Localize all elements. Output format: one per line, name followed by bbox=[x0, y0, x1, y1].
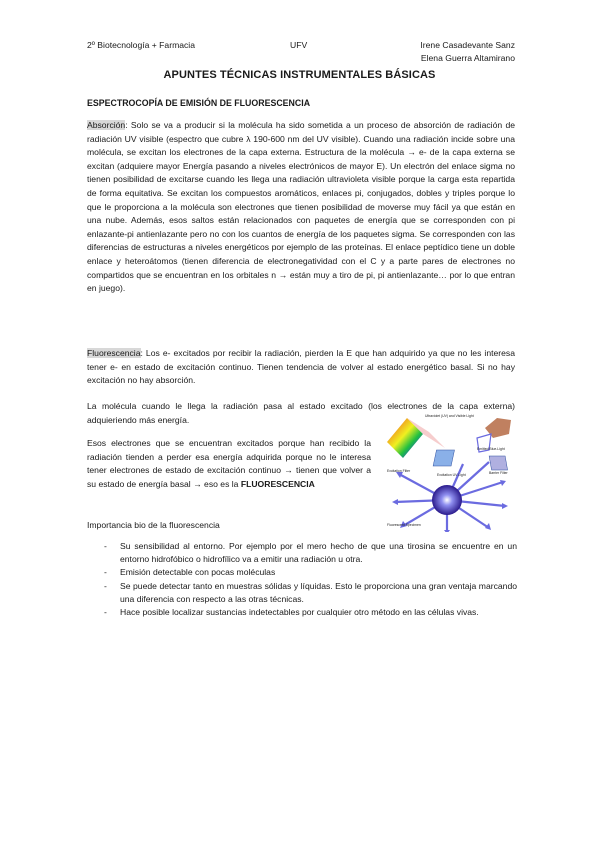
header-author-2: Elena Guerra Altamirano bbox=[420, 53, 515, 63]
light-source-prism bbox=[387, 418, 423, 458]
barrier-filter bbox=[489, 456, 507, 470]
figure-label-excitation-filter: Excitation Filter bbox=[387, 469, 411, 473]
excitation-filter bbox=[433, 450, 454, 466]
absorcion-text: : Solo se va a producir si la molécula ha sido sometida a un proceso de absorción de radiación de radiación UV visible (espectro que cubre λ 190-600 nm del UV visible). Cuando una radiación incide sobre una molécula, se excitan los electrones de la capa externa. Estructura de la molécula → e- de la capa externa se excitan (adquiere mayor Energía pasando a niveles electrónicos de mayor E). Un electrón del enlace sigma no tienen posibilidad de excitarse cuando les llega una radiación ultravioleta visible porque la carga esta repartida de forma equitativa. Se excitan los compuestos aromáticos, enlaces pi, conjugados, dobles y triples porque lo que le proporciona a la molécula son electrones que tienen posibilidad de moverse muy fácil ya que están en una nube. Además, esos saltos están relacionados con paquetes de energía que se corresponden con pi enlazante-pi antienlazante pero no con los cuantos de energía de los paquetes sigma. Se corresponden con las diferencias de estructuras a niveles energéticos por ejemplo de las proteínas. El enlace peptídico tiene un doble enlace y heteroátomos (tienen diferencia de electronegatividad con el C y a parte pares de electrones no compartidos que se encuentran en los orbitales n → están muy a tiro de pi, pi antienlazante… por lo que entran en juego). bbox=[87, 120, 515, 294]
page-title: APUNTES TÉCNICAS INSTRUMENTALES BÁSICAS bbox=[163, 69, 436, 81]
header-university: UFV bbox=[290, 40, 308, 50]
list-item: - Se puede detectar tanto en muestras sólidas y líquidas. Esto le proporciona una gran ventaja marcando una diferencia con respecto a las otras técnicas. bbox=[104, 580, 517, 604]
molecula-paragraph: La molécula cuando le llega la radiación pasa al estado excitado (los electrones de la capa externa) adquieriendo más energía. bbox=[87, 401, 515, 425]
fluorescencia-text: : Los e- excitados por recibir la radiación, pierden la E que han adquirido ya que no les interesa tener e- en estado de excitación continuo. Tienen tendencia de volver al estado energético basal. Si no hay excitación no hay absorción. bbox=[87, 348, 515, 386]
figure-label-excitation-uv: Excitation UV Light bbox=[437, 473, 466, 477]
figure-label-barrier-filter: Barrier Filter bbox=[489, 471, 508, 475]
list-item: - Su sensibilidad al entorno. Por ejemplo por el mero hecho de que una tirosina se encuentre en un entorno hidrofóbico o hidrofílico va a emitir una radiación u otra. bbox=[104, 541, 517, 565]
absorcion-paragraph bbox=[87, 119, 515, 296]
list-item: - Emisión detectable con pocas moléculas bbox=[104, 567, 276, 578]
electrones-text: Esos electrones que se encuentran excitados porque han recibido la radiación tienden a perder esa energía adquirida porque no le interesa tener electrones de estado de excitación continuo → tienen que volver a su estado de energía basal → eso es la bbox=[87, 438, 371, 489]
figure-label-uv-visible: Ultraviolet (UV) and Visible Light bbox=[425, 414, 474, 418]
header-author-1: Irene Casadevante Sanz bbox=[420, 40, 515, 50]
fluorescent-specimen bbox=[432, 485, 462, 515]
importancia-list bbox=[87, 540, 517, 619]
header-course: 2º Biotecnología + Farmacia bbox=[87, 40, 195, 50]
fluorescencia-bold: FLUORESCENCIA bbox=[240, 478, 315, 489]
fluorescence-diagram bbox=[385, 410, 517, 532]
section-heading: ESPECTROCOPÍA DE EMISIÓN DE FLUORESCENCIA bbox=[87, 98, 311, 108]
figure-label-emitted: Emitted Blue-Light bbox=[477, 447, 505, 451]
fluorescencia-paragraph bbox=[87, 347, 515, 388]
electrones-paragraph bbox=[87, 437, 371, 491]
absorcion-term: Absorción bbox=[87, 120, 126, 130]
figure-label-specimen: Fluorescent Specimen bbox=[387, 523, 421, 527]
list-item: - Hace posible localizar sustancias indetectables por cualquier otro método en las células vivas. bbox=[104, 607, 479, 618]
fluorescencia-term: Fluorescencia bbox=[87, 348, 141, 358]
importancia-heading: Importancia bio de la fluorescencia bbox=[87, 520, 220, 530]
